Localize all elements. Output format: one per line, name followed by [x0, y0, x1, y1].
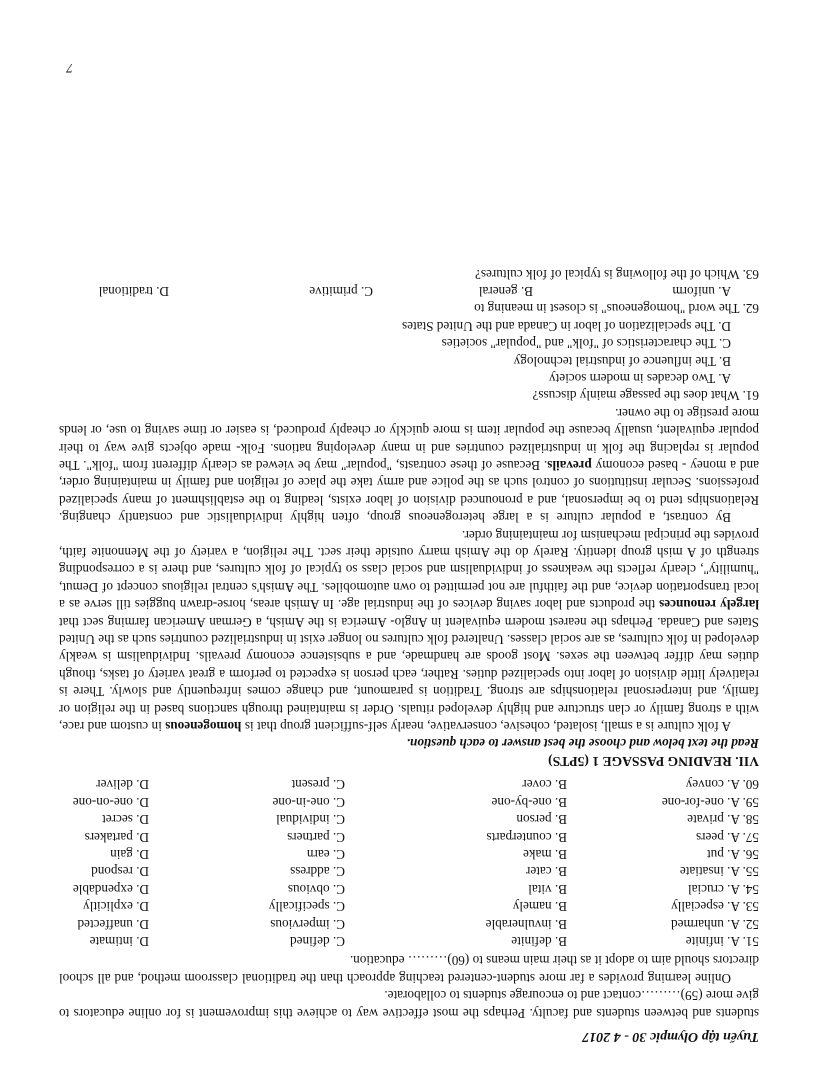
option-row-52	[59, 915, 759, 932]
option-56-d: D. gain	[110, 846, 149, 862]
option-51-a: 51. A. infinite	[685, 933, 759, 949]
option-56-a: 56. A. put	[706, 846, 759, 862]
option-54-a: 54. A. crucial	[687, 881, 759, 897]
question-61-stem: 61. What does the passage mainly discuss?	[532, 388, 759, 404]
question-63-stem: 63. Which of the following is typical of folk cultures?	[475, 266, 759, 282]
option-53-b: B. namely	[512, 899, 567, 915]
question-61-option-c: C. The characteristics of "folk" and "popular" societies	[441, 336, 731, 352]
option-56-c: C. earn	[306, 846, 345, 862]
option-row-60	[59, 776, 759, 793]
option-row-53	[59, 898, 759, 915]
option-row-58	[59, 811, 759, 828]
question-62-option-b: B. general	[478, 283, 533, 299]
option-53-d: D. explicitly	[83, 899, 149, 915]
option-60-d: D. deliver	[96, 777, 149, 793]
page-header: Tuyển tập Olympic 30 - 4 2017	[582, 1029, 759, 1044]
question-62-stem: 62. The word "homogeneous" is closest in meaning to	[474, 301, 759, 317]
option-56-b: B. make	[523, 846, 567, 862]
option-54-d: D. expendable	[72, 881, 149, 897]
cloze-options	[59, 776, 759, 950]
option-51-d: D. intimate	[89, 933, 149, 949]
option-row-59	[59, 793, 759, 810]
option-row-55	[59, 863, 759, 880]
passage-paragraph-1: A folk culture is a small, isolated, cohesive, conservative, nearly self-sufficient group that is homogeneous in custom and race, with a strong family or clan structure and highly developed rituals. Order is maintained through sanctions based in the religion or family, and interpersonal relationships are strong. Tradition is paramount, and change comes infrequently and slowly. There is relatively little division of labor into specialized duties. Rather, each person is expected to perform a great variety of tasks, though duties may differ between the sexes. Most goods are handmade, and a subsistence economy prevails. Individualism is weakly developed in folk cultures, as are social classes. Unaltered folk cultures no longer exist in industrialized countries such as the United States and Canada. Perhaps the nearest modern equivalent in Anglo- America is the Amish, a German American farming sect that largely renounces the products and labor saving devices of the industrial age. In Amish areas, horse-drawn buggies till serve as a local transportation device, and the faithful are not permitted to own automobiles. The Amish's central religious concept of Demut, "humility", clearly reflects the weakness of individualism and social class so typical of folk cultures, and there is a corresponding strength of A mish group identity. Rarely do the Amish marry outside their sect. The religion, a variety of the Mennonite faith, provides the principal mechanism for maintaining order.	[59, 527, 759, 735]
option-55-c: C. address	[290, 864, 345, 880]
option-57-b: B. counterparts	[486, 829, 567, 845]
option-59-c: C. one-in-one	[272, 794, 345, 810]
option-52-c: C. impervious	[270, 916, 345, 932]
option-53-a: 53. A. especially	[671, 899, 759, 915]
option-51-b: B. definite	[511, 933, 567, 949]
option-row-56	[59, 846, 759, 863]
option-row-51	[59, 933, 759, 950]
option-54-c: C. obvious	[287, 881, 345, 897]
option-59-b: B. one-by-one	[491, 794, 567, 810]
option-58-a: 58. A. private	[687, 812, 759, 828]
option-55-a: 55. A. insatiate	[679, 864, 759, 880]
option-55-d: D. respond	[91, 864, 149, 880]
option-row-57	[59, 828, 759, 845]
question-62-option-c: C. primitive	[309, 283, 373, 299]
option-60-a: 60. A. convey	[685, 777, 759, 793]
instruction: Read the text below and choose the best answer to each question.	[406, 736, 759, 752]
option-58-c: C. individual	[276, 812, 345, 828]
question-61-option-d: D. The specialization of labor in Canada and the United States	[402, 318, 731, 334]
option-59-a: 59. A. one-for-one	[661, 794, 759, 810]
intro-paragraph: students and between students and faculty. Perhaps the most effective way to achieve this improvement is for online educators to give more (59)………contact and to encourage students to collaborate.	[59, 988, 759, 1021]
option-52-d: D. unaffected	[77, 916, 149, 932]
page-content	[59, 265, 759, 1045]
question-62-option-d: D. traditional	[98, 283, 169, 299]
section-title: VII. READING PASSAGE 1 (5PTS)	[548, 753, 759, 769]
question-62-options	[59, 283, 759, 300]
option-row-54	[59, 880, 759, 897]
option-52-a: 52. A. unharmed	[671, 916, 759, 932]
option-57-d: D. partakers	[84, 829, 149, 845]
passage-paragraph-2: By contrast, a popular culture is a large heterogeneous group, often highly individualistic and constantly changing. Relationships tend to be impersonal, and a pronounced division of labor exists, leading to the establishment of many specialized professions. Secular institutions of control such as the police and army take the place of religion and family in maintaining order, and a money - based economy prevails. Because of these contrasts, "popular" may be viewed as clearly different from "folk". The popular is replacing the folk in industrialized countries and in many developing nations. Folk- made objects give way to their popular equivalent, usually because the popular item is more quickly or cheaply produced, is easier or time saving to use, or lends more prestige to the owner.	[59, 405, 759, 526]
intro-paragraph-2: Online learning provides a far more student-centered teaching approach than the traditional classroom method, and all school directors should aim to adopt it as their main means to (60)……… education.	[59, 953, 759, 986]
option-60-b: B. cover	[522, 777, 567, 793]
question-61-option-a: A. Two decades in modern society	[549, 370, 731, 386]
option-55-b: B. cater	[525, 864, 567, 880]
option-53-c: C. specifically	[268, 899, 345, 915]
option-58-b: B. person	[516, 812, 567, 828]
option-54-b: B. vital	[528, 881, 567, 897]
question-62-option-a: A. uniform	[672, 283, 731, 299]
question-61-option-b: B. The influence of industrial technology	[513, 353, 731, 369]
option-57-a: 57. A. peers	[695, 829, 759, 845]
option-51-c: C. defined	[290, 933, 345, 949]
page-number: 7	[66, 61, 73, 76]
option-52-b: B. invulnerable	[485, 916, 567, 932]
option-60-c: C. present	[291, 777, 345, 793]
option-58-d: D. secret	[102, 812, 149, 828]
option-59-d: D. one-on-one	[72, 794, 149, 810]
option-57-c: C. partners	[287, 829, 345, 845]
